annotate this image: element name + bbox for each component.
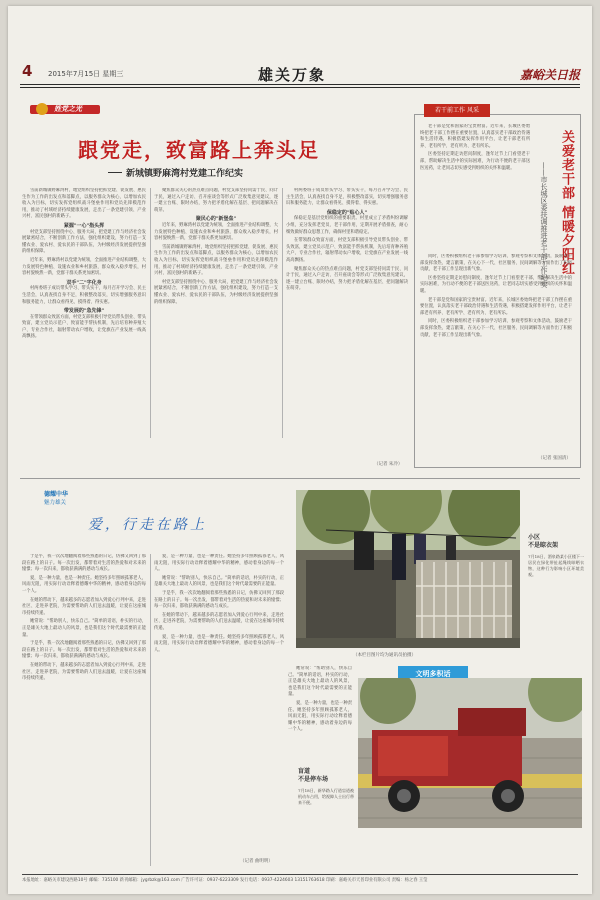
side1-text: 7月18日，酒泉路某小区楼下一居民在绿化带扯起绳线晾晒衣物，这种行为影响小区环境美观。 <box>528 554 584 577</box>
body-paragraph: 爱，是一种力量，也是一种责任。她坚持多年照顾孤寡老人，风雨无阻，用实际行动诠释着德耀中华的精神，感动着身边的每一个人。 <box>288 700 352 733</box>
logo-line-2: 魅力雄关 <box>44 500 67 506</box>
body-paragraph: 雪前新城镇野麻湾村，地党组织坚持把抓党建、促发展、惠民生作为工作的出发点和落脚点，以服务群众为核心，以增加农民收入为目标，切实发挥党组织战斗堡垒作用和党员先锋模范作用，推动了村域经济持续健康发展，走出了一条党建引领、产业兴村、富民强村的新路子。 <box>22 188 146 220</box>
sidebar-subtitle: ——市长城区委扶调推进老干部工作纪实 <box>540 162 548 288</box>
tricycle-photo <box>358 678 582 828</box>
masthead-logo: 嘉峪关日报 <box>520 68 581 82</box>
body-paragraph: 在她的带动下，越来越多的志愿者加入到爱心行列中来，走进社区、走进养老院，为需要帮助的人们送去温暖，让爱在这座城市持续传递。 <box>154 612 284 631</box>
body-paragraph: 聚焦群众关心的热点难点问题，村党支部坚持问需于民、问计于民，通过入户走访、召开座谈会等形式广泛收集意见建议，逐一建立台账、限时办结，努力把矛盾化解在基层、把问题解决在萌芽。 <box>286 266 408 292</box>
column-divider <box>282 188 283 438</box>
body-paragraph: 同时，区委积极组织老干部参加学习培训、参观考察和文体活动，鼓励老干部发挥余热、建言献策，在关心下一代、社区服务、民间调解等方面作出了积极贡献，老干部工作呈现出新气象。 <box>420 319 572 338</box>
moral-logo <box>44 489 114 509</box>
feature-col-3 <box>286 188 408 458</box>
body-paragraph: 聚焦群众关心的热点难点问题，村党支部坚持问需于民、问计于民，通过入户走访、召开座谈会等形式广泛收集意见建议，逐一建立台账、限时办结，努力把矛盾化解在基层、把问题解决在萌芽。 <box>154 188 278 213</box>
tricycle-illustration <box>358 678 582 828</box>
page-number: 4 <box>22 62 33 80</box>
body-paragraph: 于是乎，我一次次地翻阅着那些熟悉的日记，仿佛又回到了那段在路上的日子。每一次出发，都带着对生活的热爱和对未来的憧憬；每一次归来，都收获满满的感动与成长。 <box>22 554 146 573</box>
body-paragraph: 近年来，野麻湾村以党建为统领，全面推进产业结构调整，大力发展特色种植、设施农业和乡村旅游，群众收入稳步增长，村容村貌焕然一新，党群干群关系更加密切。 <box>154 222 278 242</box>
feature-col-1 <box>22 188 146 438</box>
page-footer: 本报地址：嘉峪关市建设西路10号 邮编：735100 新刊邮箱：jygrbzk@163.com 广告许可证：0937-6223309 发行电话：0937-4224603 13151763618 印刷：嘉峪关市天普印业有限公司 责编：杨之春 王莹 <box>22 874 578 889</box>
header-rule <box>20 84 580 85</box>
body-paragraph: 她常说："帮助别人，快乐自己。"简单的话语，朴实的行动，正是雄关大地上最动人的风景，也是我们这个时代最需要的正能量。 <box>154 575 284 588</box>
column-divider <box>150 188 151 438</box>
section-title: 雄关万象 <box>258 66 327 84</box>
column-subhead: 聚民心的"新堡垒" <box>195 216 237 223</box>
section-divider <box>20 478 580 479</box>
body-paragraph: 区委坚持定期走访慰问制度，逢年过节上门看望老干部，帮助解决生活中的实际困难，为行动不便的老干部送医送药，让老同志切实感受到组织的关怀和温暖。 <box>420 275 572 294</box>
issue-date: 2015年7月15日 星期三 <box>48 70 124 78</box>
body-paragraph: 爱，是一种力量，也是一种责任。她坚持多年照顾孤寡老人，风雨无阻，用实际行动诠释着德耀中华的精神，感动着身边的每一个人。 <box>154 554 284 573</box>
feature-col-2 <box>154 188 278 438</box>
lower-col-2 <box>154 554 284 866</box>
lower-byline: （记者 曲明明） <box>240 859 273 864</box>
body-paragraph: 区委坚持定期走访慰问制度，逢年过节上门看望老干部，帮助解决生活中的实际困难，为行动不便的老干部送医送药，让老同志切实感受到组织的关怀和温暖。 <box>420 152 530 171</box>
body-paragraph: 在她的带动下，越来越多的志愿者加入到爱心行列中来，走进社区、走进养老院，为需要帮助的人们送去温暖，让爱在这座城市持续传递。 <box>22 662 146 682</box>
sidebar-title: 关爱老干部 情暖夕阳红 <box>559 130 574 276</box>
subhead-dash <box>108 172 122 173</box>
body-paragraph: 在带领群众致富方面，村党支部积极引导党员带头创业、带头致富，建立党员示范户、致富能手帮扶机制，先后培育种养殖大户、专业合作社，辐射带动农户增收，让党旗在产业发展一线高高飘扬。 <box>22 314 146 340</box>
sidebar-text-bottom <box>420 254 572 452</box>
sidebar-badge: 若干前工作 风采 <box>424 104 490 117</box>
sidebar-byline: （记者 张国清） <box>538 456 571 461</box>
body-paragraph: 爱，是一种力量，也是一种责任。她坚持多年照顾孤寡老人，风雨无阻，用实际行动诠释着德耀中华的精神，感动着身边的每一个人。 <box>22 575 146 594</box>
column-subhead: 保稳定的"贴心人" <box>326 209 368 216</box>
body-paragraph: 近年来，野麻湾村以党建为统领，全面推进产业结构调整，大力发展特色种植、设施农业和乡村旅游，群众收入稳步增长，村容村貌焕然一新，党群干群关系更加密切。 <box>22 257 146 277</box>
column-subhead: 紧握"一心"指头挥 <box>63 222 105 229</box>
logo-line-1: 德耀中华 <box>44 491 69 498</box>
side2-text: 7月18日，新华路人行道盲道被机动车占用，给视障人士出行带来不便。 <box>298 788 354 805</box>
column-subhead: 带发展的"急先锋" <box>63 308 105 315</box>
body-paragraph: 于是乎，我一次次地翻阅着那些熟悉的日记，仿佛又回到了那段在路上的日子。每一次出发，都带着对生活的热爱和对未来的憧憬；每一次归来，都收获满满的感动与成长。 <box>22 641 146 660</box>
side2-title: 盲道 不是停车场 <box>298 768 329 783</box>
civility-badge: 文明多积话 <box>398 666 468 682</box>
column-divider <box>150 554 151 866</box>
body-paragraph: 雪前新城镇野麻湾村，地党组织坚持把抓党建、促发展、惠民生作为工作的出发点和落脚点，以服务群众为核心，以增加农民收入为目标，切实发挥党组织战斗堡垒作用和党员先锋模范作用，推动了村域经济持续健康发展，走出了一条党建引领、产业兴村、富民强村的新路子。 <box>154 244 278 277</box>
feature-subhead: 新城镇野麻湾村党建工作纪实 <box>126 169 244 179</box>
feature-byline: （记者 朱冷） <box>374 462 403 467</box>
body-paragraph: 她常说："帮助别人，快乐自己。"简单的话语，朴实的行动，正是雄关大地上最动人的风景，也是我们这个时代最需要的正能量。 <box>288 666 352 698</box>
body-paragraph: 爱，是一种力量，也是一种责任。她坚持多年照顾孤寡老人，风雨无阻，用实际行动诠释着德耀中华的精神，感动着身边的每一个人。 <box>154 634 284 653</box>
body-paragraph: 村党支部坚持围绕中心、服务大局，把党建工作与经济社会发展紧密结合，不断创新工作方法，强化组织建设，努力打造一支懂农业、爱农村、爱农民的干部队伍，为村级经济发展提供坚强的组织保障。 <box>22 229 146 255</box>
body-paragraph: 于是乎，我一次次地翻阅着那些熟悉的日记，仿佛又回到了那段在路上的日子。每一次出发，都带着对生活的热爱和对未来的憧憬；每一次归来，都收获满满的感动与成长。 <box>154 590 284 610</box>
feature-rail <box>30 101 100 117</box>
body-paragraph: 保稳定是基层党组织的重要职责。村里成立了矛盾纠纷调解小组，充分发挥老党员、老干部作用，定期开展矛盾排查，耐心细致做好群众思想工作，确保村里和谐稳定。 <box>286 216 408 235</box>
body-paragraph: 老干部是党和国家的宝贵财富。近年来，长城区委始终把老干部工作摆在重要位置，认真落实老干部政治待遇和生活待遇，积极搭建发挥作用平台，让老干部老有所养、老有所学、老有所为、老有所乐。 <box>420 124 530 149</box>
newspaper-page <box>8 6 592 894</box>
sidebar-text-top <box>420 124 530 250</box>
photo-credit: （本栏目图片均为通讯员拍摄） <box>353 653 416 658</box>
laundry-photo <box>296 490 520 648</box>
body-paragraph: 村两委班子成员带头学习、带头实干，每月召开学习会、民主生活会，认真查找自身不足，积极整改落实，切实增强服务意识和服务能力，让群众看得见、摸得着、得实惠。 <box>22 286 146 305</box>
column-subhead: 双手"二"字化身 <box>66 279 102 286</box>
rail-label: 姓党之光 <box>54 104 82 113</box>
party-emblem-icon <box>36 103 48 115</box>
body-paragraph: 她常说："帮助别人，快乐自己。"简单的话语，朴实的行动，正是雄关大地上最动人的风景，也是我们这个时代最需要的正能量。 <box>22 619 146 638</box>
body-paragraph: 在带领群众致富方面，村党支部积极引导党员带头创业、带头致富，建立党员示范户、致富能手帮扶机制，先后培育种养殖大户、专业合作社，辐射带动农户增收，让党旗在产业发展一线高高飘扬。 <box>286 238 408 263</box>
body-paragraph: 同时，区委积极组织老干部参加学习培训、参观考察和文体活动，鼓励老干部发挥余热、建言献策，在关心下一代、社区服务、民间调解等方面作出了积极贡献，老干部工作呈现出新气象。 <box>420 254 572 273</box>
lower-headline: 爱，行走在路上 <box>88 517 207 533</box>
body-paragraph: 老干部是党和国家的宝贵财富。近年来，长城区委始终把老干部工作摆在重要位置，认真落实老干部政治待遇和生活待遇，积极搭建发挥作用平台，让老干部老有所养、老有所学、老有所为、老有所乐。 <box>420 297 572 316</box>
body-paragraph: 村党支部坚持围绕中心、服务大局，把党建工作与经济社会发展紧密结合，不断创新工作方法，强化组织建设，努力打造一支懂农业、爱农村、爱农民的干部队伍，为村级经济发展提供坚强的组织保障。 <box>154 279 278 305</box>
feature-headline: 跟党走，致富路上奔头足 <box>78 138 320 162</box>
header-rule-thin <box>20 87 580 88</box>
body-paragraph: 在她的带动下，越来越多的志愿者加入到爱心行列中来，走进社区、走进养老院，为需要帮助的人们送去温暖，让爱在这座城市持续传递。 <box>22 597 146 616</box>
body-paragraph: 村两委班子成员带头学习、带头实干，每月召开学习会、民主生活会，认真查找自身不足，积极整改落实，切实增强服务意识和服务能力，让群众看得见、摸得着、得实惠。 <box>286 188 408 207</box>
laundry-illustration <box>296 490 520 648</box>
side1-title: 小区 不是晾衣架 <box>528 534 559 549</box>
lower-col-1 <box>22 554 146 866</box>
